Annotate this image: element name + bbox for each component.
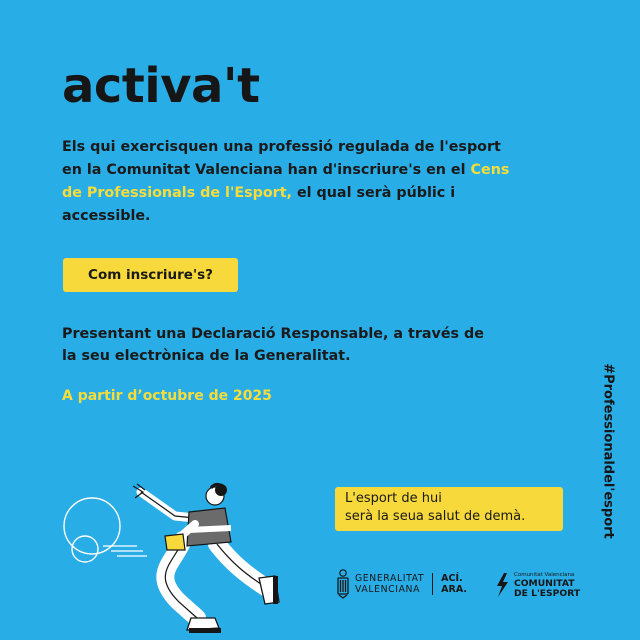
hashtag-text: #Professionaldel'esport — [600, 363, 616, 539]
start-date-text: A partir d’octubre de 2025 — [62, 388, 272, 404]
registry-name-highlight: Cens de Professionals de l'Esport, — [62, 162, 510, 201]
athlete-illustration — [55, 478, 295, 640]
intro-text-after: el qual serà públic i accessible. — [62, 185, 456, 224]
slogan-line-2: serà la seua salut de demà. — [345, 509, 526, 524]
comunitat-line-1: COMUNITAT — [514, 577, 575, 589]
comunitat-small-label: Comunitat Valenciana — [514, 571, 575, 578]
aci-line-2: ARA. — [441, 584, 467, 595]
lightning-runner-icon — [494, 572, 510, 598]
aci-ara-wordmark — [441, 573, 467, 595]
slogan-line-1: L'esport de hui — [345, 491, 442, 506]
slogan-box — [335, 487, 563, 531]
generalitat-line-2: VALENCIANA — [355, 584, 421, 595]
page-title: activa't — [62, 58, 260, 114]
registration-method-text: Presentant una Declaració Responsable, a través de la seu electrònica de la Generalitat. — [62, 326, 484, 364]
how-to-register-button[interactable]: Com inscriure's? — [63, 258, 238, 292]
comunitat-esport-wordmark — [514, 572, 580, 599]
aci-line-1: ACÍ. — [441, 573, 463, 584]
generalitat-line-1: GENERALITAT — [355, 573, 425, 584]
coat-of-arms-icon — [336, 569, 350, 599]
generalitat-wordmark — [355, 573, 424, 595]
logo-divider — [432, 573, 433, 595]
generalitat-logo — [336, 566, 468, 602]
comunitat-esport-logo — [494, 568, 594, 602]
intro-paragraph — [62, 136, 512, 228]
intro-text-before: Els qui exercisquen una professió regulada de l'esport en la Comunitat Valenciana han d'inscriure's en el — [62, 139, 501, 178]
hashtag-vertical — [598, 363, 618, 539]
comunitat-line-2: DE L'ESPORT — [514, 587, 581, 599]
